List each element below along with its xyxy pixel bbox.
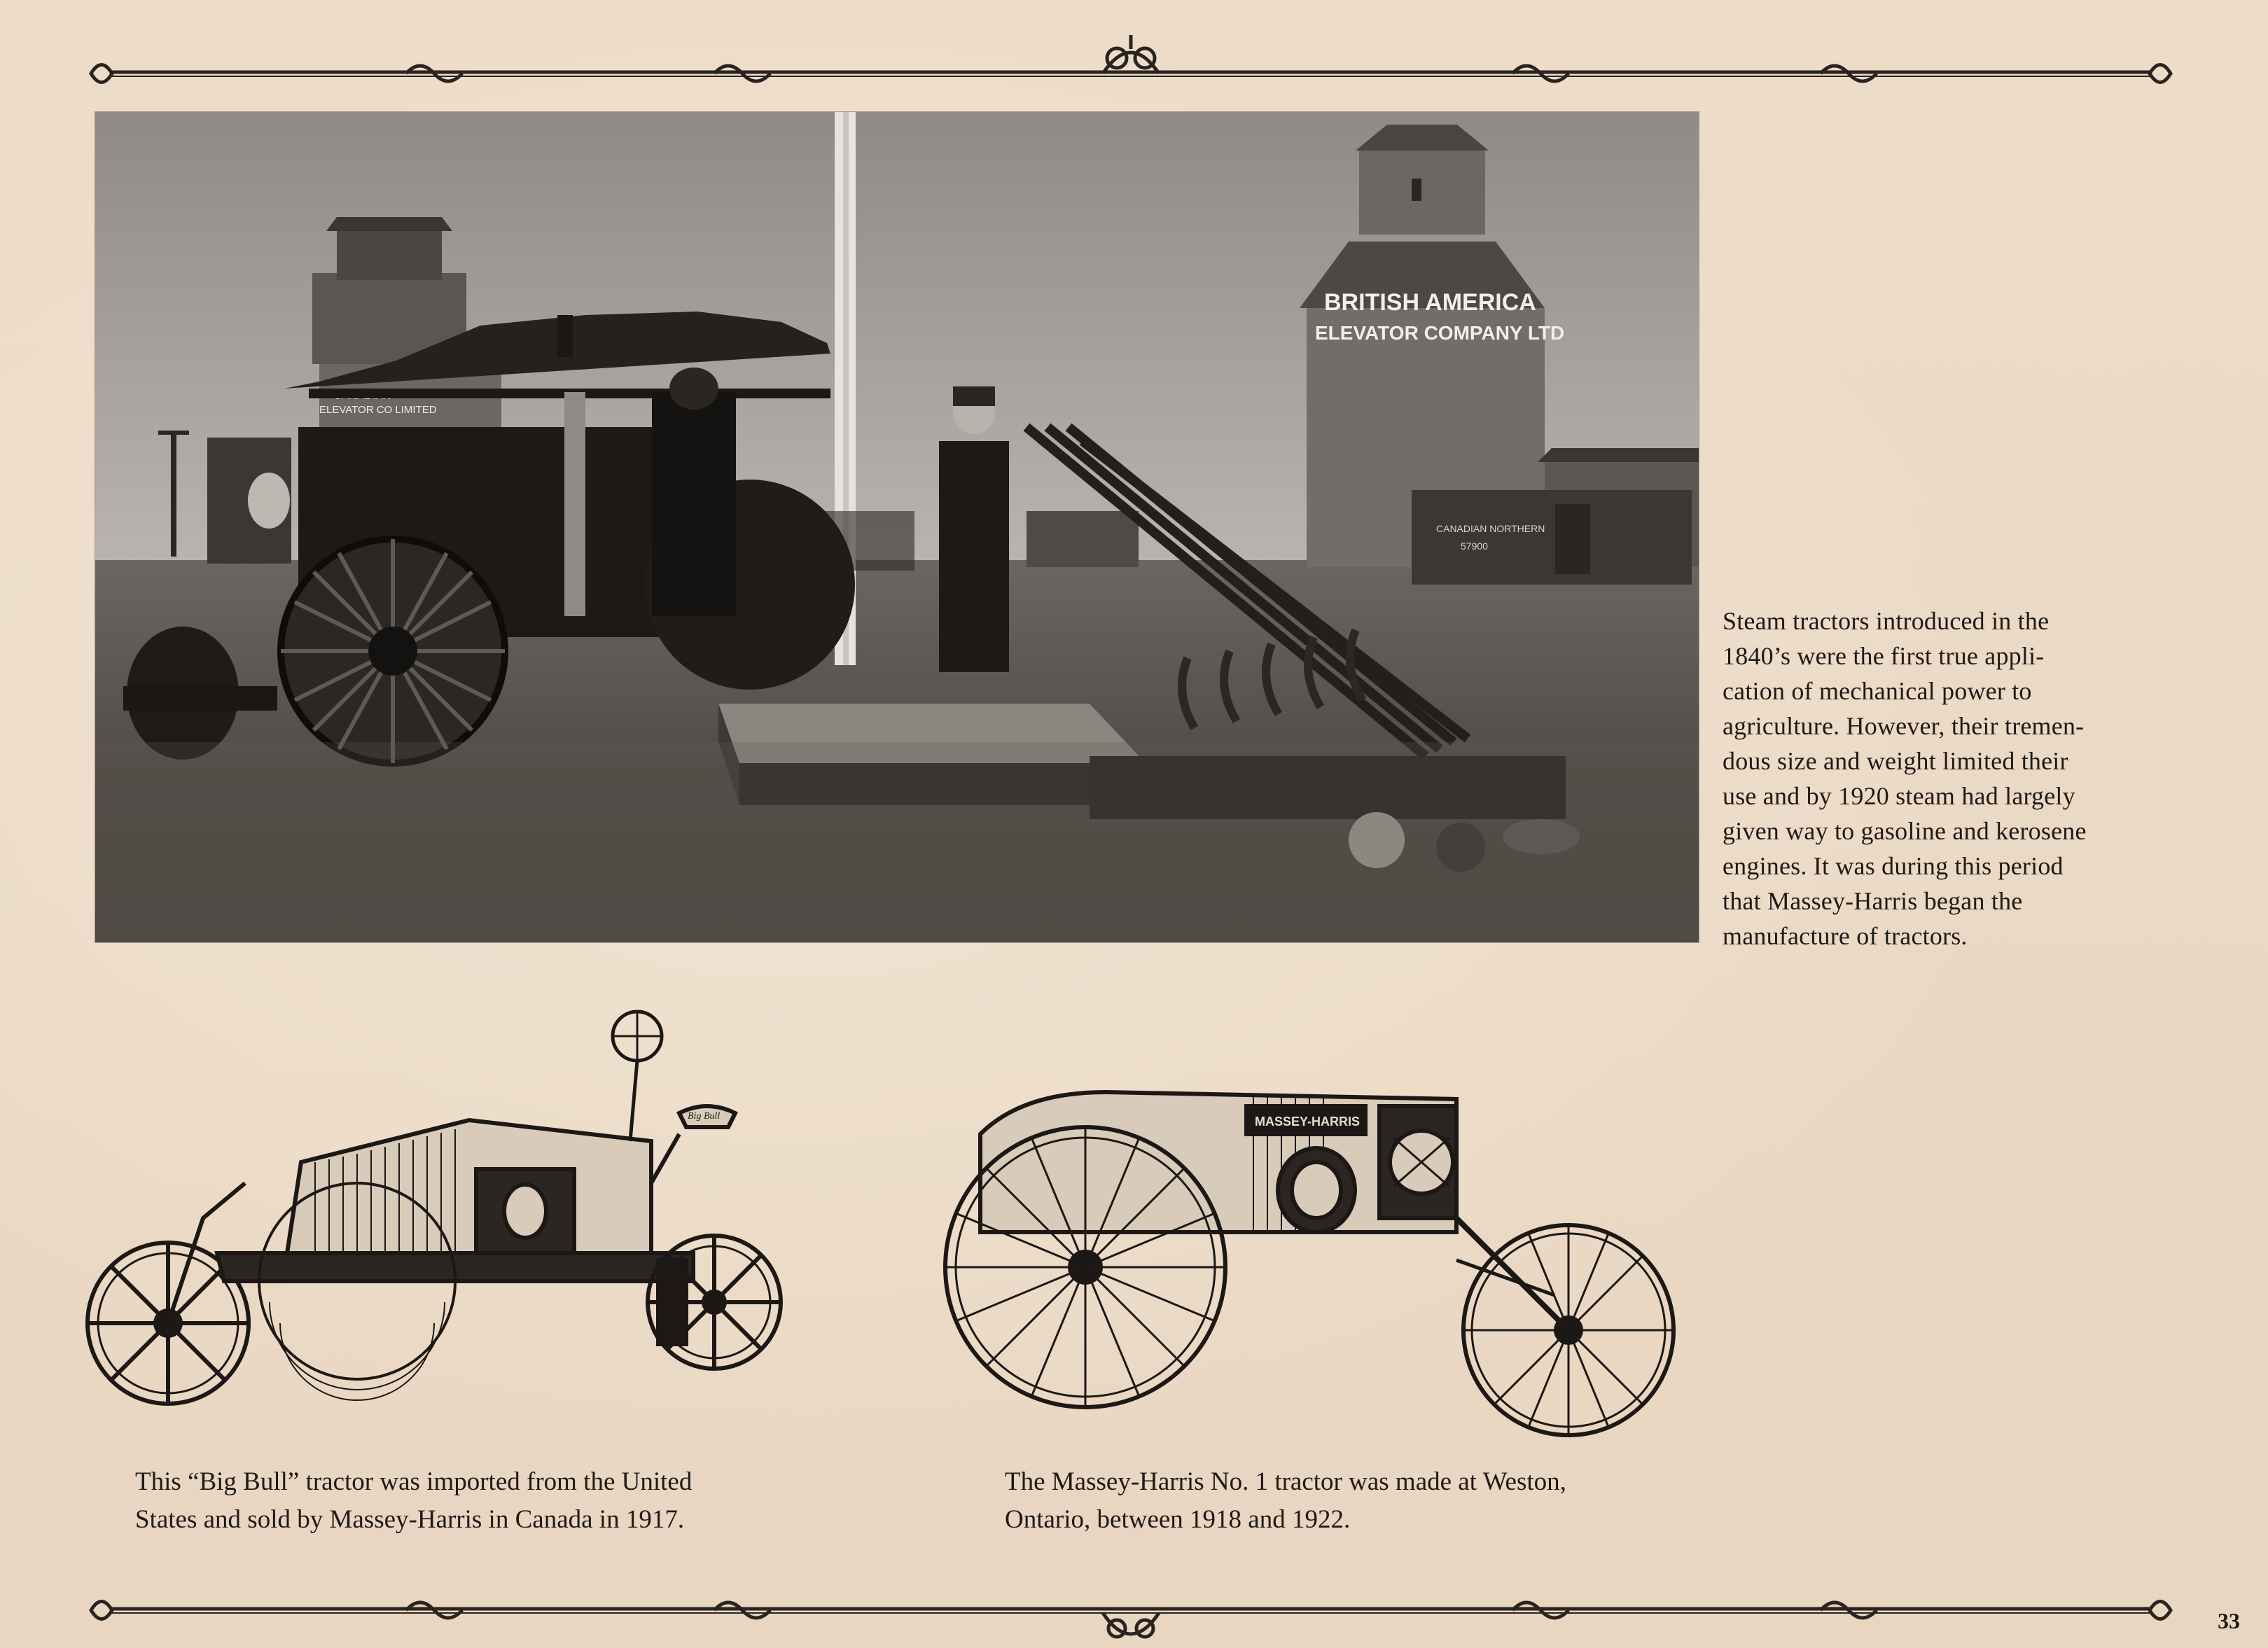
photo-scene <box>95 112 1699 942</box>
caption-line: cation of mechanical power to <box>1723 677 2032 705</box>
caption-line: agriculture. However, their tremen- <box>1723 712 2085 740</box>
caption-line: The Massey-Harris No. 1 tractor was made at Weston, <box>1005 1467 1566 1496</box>
right-elevator-sign-1: BRITISH AMERICA <box>1324 289 1536 316</box>
caption-line: Steam tractors introduced in the <box>1723 607 2050 635</box>
caption-line: States and sold by Massey-Harris in Canada in 1917. <box>135 1505 685 1534</box>
big-bull-caption <box>135 1463 835 1539</box>
boxcar-number: 57900 <box>1461 540 1488 552</box>
bottom-ornamental-rule <box>84 1588 2178 1644</box>
caption-line: manufacture of tractors. <box>1723 922 1968 950</box>
caption-line: Ontario, between 1918 and 1922. <box>1005 1505 1351 1534</box>
steam-tractor-photo <box>95 112 1699 942</box>
big-bull-tractor-illustration <box>77 952 784 1428</box>
top-ornamental-rule <box>84 32 2178 88</box>
right-elevator-sign-2: ELEVATOR COMPANY LTD <box>1315 322 1565 344</box>
caption-line: dous size and weight limited their <box>1723 747 2068 775</box>
boxcar <box>1412 490 1692 585</box>
caption-line: use and by 1920 steam had largely <box>1723 782 2075 810</box>
left-elevator-sign-2: ELEVATOR CO LIMITED <box>319 404 437 416</box>
caption-line: that Massey-Harris began the <box>1723 887 2023 915</box>
big-bull-badge: Big Bull <box>688 1111 721 1122</box>
caption-line: This “Big Bull” tractor was imported from the United <box>135 1467 693 1496</box>
caption-line: 1840’s were the first true appli- <box>1723 642 2045 670</box>
no1-drawing <box>938 1050 1709 1442</box>
big-bull-drawing <box>77 952 784 1428</box>
caption-line: engines. It was during this period <box>1723 852 2064 880</box>
page-number: 33 <box>2218 1608 2240 1633</box>
massey-harris-no1-illustration <box>938 1050 1709 1442</box>
caption-line: given way to gasoline and kerosene <box>1723 817 2087 845</box>
boxcar-name: CANADIAN NORTHERN <box>1436 523 1545 534</box>
steam-tractor-caption <box>1723 603 2157 954</box>
no1-badge: MASSEY-HARRIS <box>1255 1115 1361 1129</box>
no1-caption <box>1005 1463 1705 1539</box>
